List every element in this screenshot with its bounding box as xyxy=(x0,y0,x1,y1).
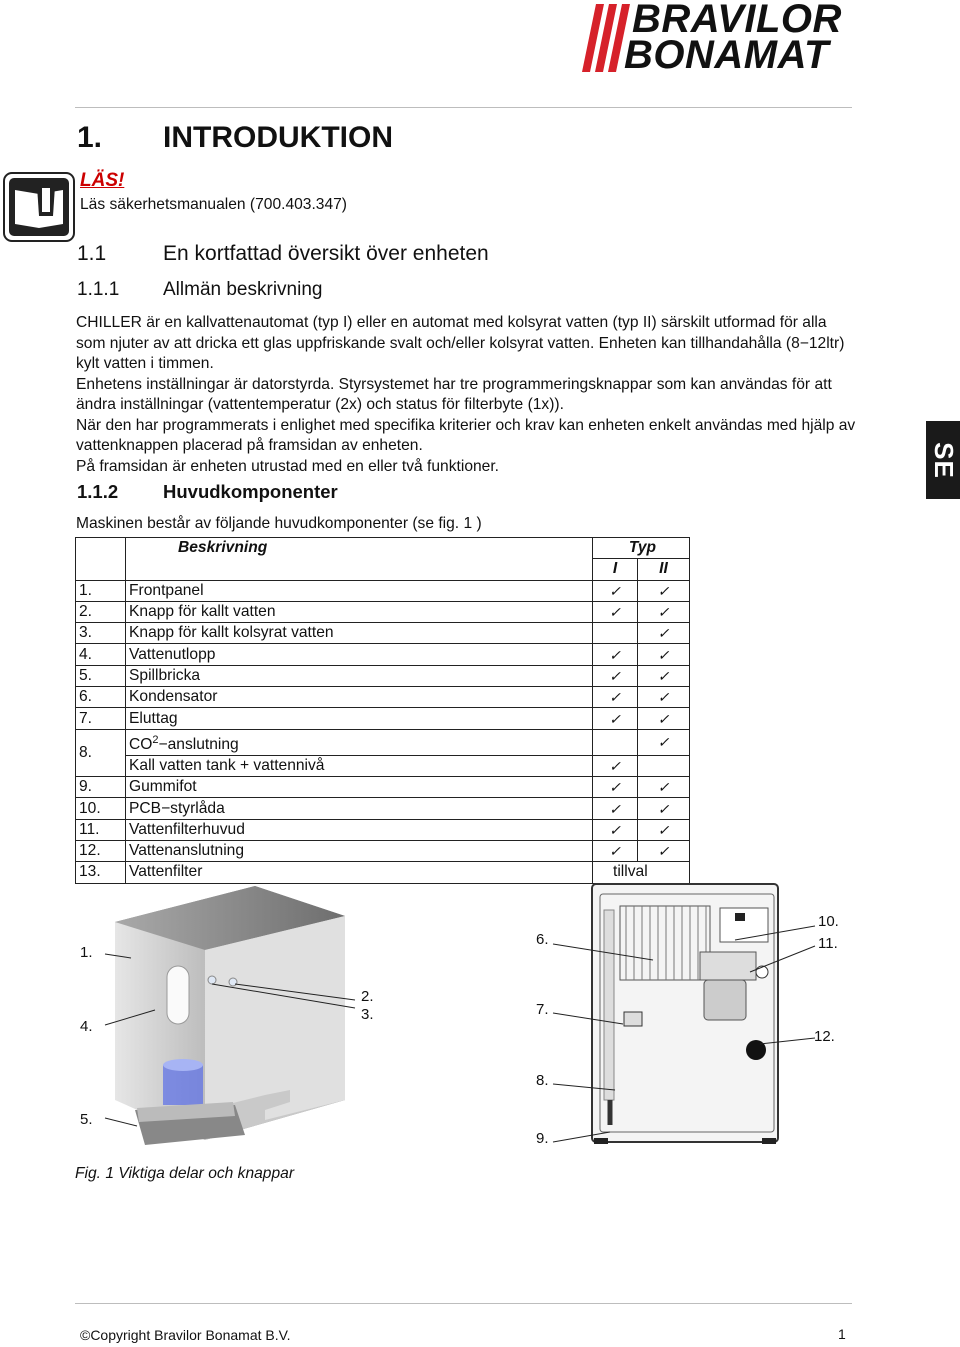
section-1-1-heading: 1.1 En kortfattad översikt över enheten xyxy=(77,242,489,265)
table-row: 8. $CO^2-anslutning$ ✓ xyxy=(76,729,690,755)
components-table xyxy=(75,537,690,884)
figure-label: 8. xyxy=(536,1072,549,1089)
table-row: 13. Vattenfilter tillval xyxy=(76,862,690,883)
paragraph: Enhetens inställningar är datorstyrda. Styrsystemet har tre programmeringsknappar som kan användas för att ändra inställningar (vattentemperatur (2x) och status för filterbyte (1x)). xyxy=(76,375,832,413)
header-divider xyxy=(75,107,852,108)
table-row: 10. PCB−styrlåda ✓ ✓ xyxy=(76,798,690,819)
section-1-heading: 1. INTRODUKTION xyxy=(77,121,393,154)
back-view-leader-lines xyxy=(545,920,825,1150)
figure-label: 10. xyxy=(818,913,839,930)
figure-label: 11. xyxy=(818,935,838,952)
page-number: 1 xyxy=(838,1326,846,1342)
manual-warning-icon xyxy=(3,172,75,242)
figure-caption: Fig. 1 Viktiga delar och knappar xyxy=(75,1165,295,1182)
language-tab: SE xyxy=(926,421,960,499)
section-1-1-2-heading: 1.1.2 Huvudkomponenter xyxy=(77,481,338,502)
read-title: LÄS! xyxy=(80,170,125,191)
table-row: Kall vatten tank + vattennivå ✓ xyxy=(76,755,690,776)
table-row: 7. Eluttag ✓ ✓ xyxy=(76,708,690,729)
figure-label: 3. xyxy=(361,1006,374,1023)
figure-label: 2. xyxy=(361,988,374,1005)
header-type-ii: II xyxy=(638,559,690,580)
table-row: 6. Kondensator ✓ ✓ xyxy=(76,687,690,708)
components-intro: Maskinen består av följande huvudkomponenter (se fig. 1 ) xyxy=(76,515,482,532)
figure-label: 1. xyxy=(80,944,93,961)
figure-label: 4. xyxy=(80,1018,93,1035)
brand-logo xyxy=(582,0,852,77)
chiller-front-illustration xyxy=(75,880,375,1160)
header-type-i: I xyxy=(593,559,638,580)
read-text: Läs säkerhetsmanualen (700.403.347) xyxy=(80,196,348,213)
table-row: 11. Vattenfilterhuvud ✓ ✓ xyxy=(76,819,690,840)
header-type: Typ xyxy=(593,538,690,559)
figure-label: 6. xyxy=(536,931,549,948)
table-subheader-row xyxy=(76,559,690,580)
section-1-1-1-heading: 1.1.1 Allmän beskrivning xyxy=(77,279,323,300)
table-row: 12. Vattenanslutning ✓ ✓ xyxy=(76,841,690,862)
table-row: 2. Knapp för kallt vatten ✓ ✓ xyxy=(76,601,690,622)
table-header-row xyxy=(76,538,690,559)
paragraph: På framsidan är enheten utrustad med en eller två funktioner. xyxy=(76,457,500,475)
brand-line-1: BRAVILOR xyxy=(632,0,842,41)
paragraph: CHILLER är en kallvattenautomat (typ I) eller en automat med kolsyrat vatten (typ II) särskilt utformad för alla som njuter av att dricka ett glas uppfriskande svalt och/eller kolsyrat vatten. Enheten kan tillhandahålla (8−12ltr) kylt vatten i timmen. xyxy=(76,314,845,372)
figure-label: 5. xyxy=(80,1111,93,1128)
description-text xyxy=(76,313,856,477)
figure-label: 9. xyxy=(536,1130,549,1147)
figure-label: 7. xyxy=(536,1001,549,1018)
footer-divider xyxy=(75,1303,852,1304)
copyright-text: ©Copyright Bravilor Bonamat B.V. xyxy=(80,1327,291,1343)
brand-line-2: BONAMAT xyxy=(624,33,829,77)
table-row: 3. Knapp för kallt kolsyrat vatten ✓ xyxy=(76,623,690,644)
table-row: 5. Spillbricka ✓ ✓ xyxy=(76,665,690,686)
header-description: Beskrivning xyxy=(126,538,593,559)
paragraph: När den har programmerats i enlighet med specifika kriterier och krav kan enheten enkelt användas med hjälp av vattenknappen placerad på framsidan av enheten. xyxy=(76,416,856,454)
figure-label: 12. xyxy=(814,1028,835,1045)
table-row: 4. Vattenutlopp ✓ ✓ xyxy=(76,644,690,665)
table-row: 1. Frontpanel ✓ ✓ xyxy=(76,580,690,601)
table-row: 9. Gummifot ✓ ✓ xyxy=(76,777,690,798)
